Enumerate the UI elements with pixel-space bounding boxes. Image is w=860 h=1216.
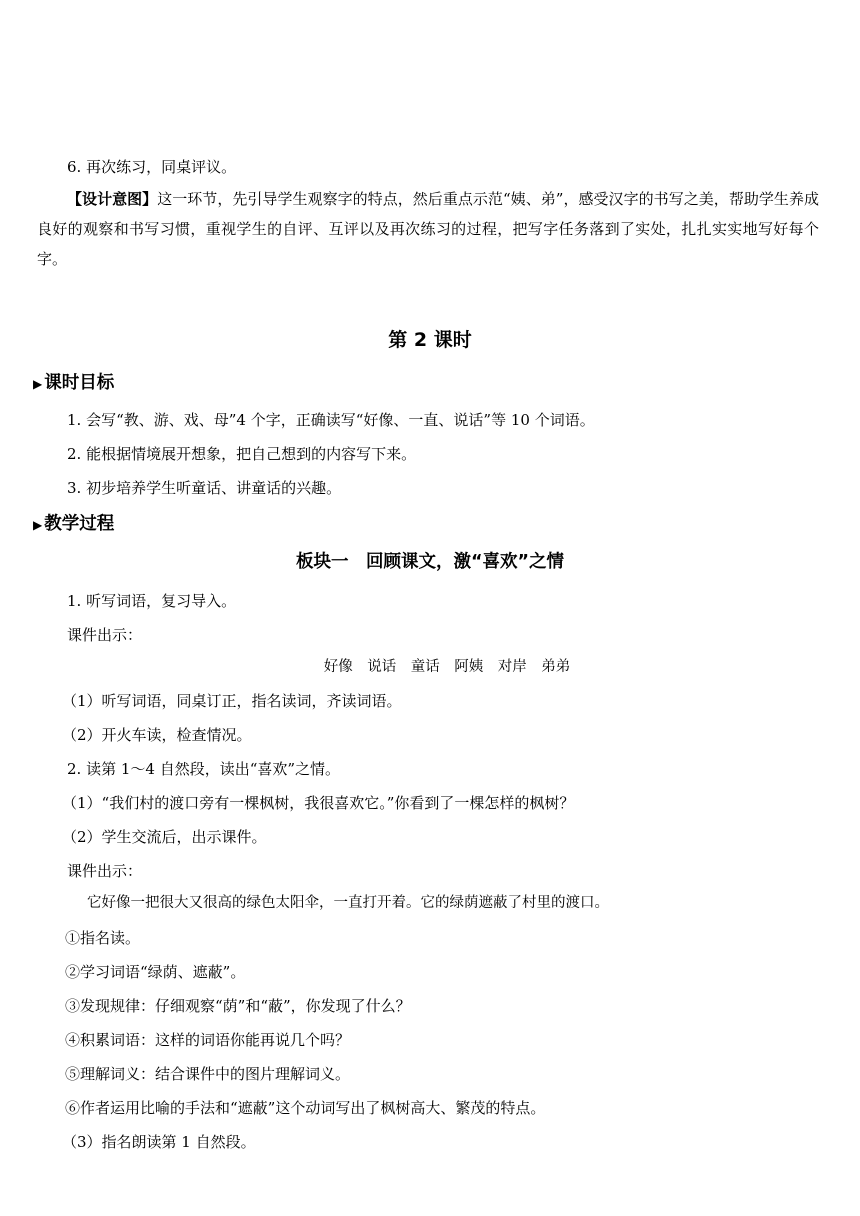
process-line: （2）学生交流后，出示课件。 [62, 828, 267, 846]
design-intent-paragraph [37, 184, 819, 274]
goals-heading [33, 371, 114, 396]
process-line: ③发现规律：仔细观察“荫”和“蔽”，你发现了什么？ [65, 997, 411, 1015]
process-line: ②学习词语“绿荫、遮蔽”。 [65, 963, 246, 981]
courseware-word-list: 好像 说话 童话 阿姨 对岸 弟弟 [323, 659, 571, 675]
process-heading [33, 512, 114, 537]
goal-item: 2. 能根据情境展开想象，把自己想到的内容写下来。 [67, 445, 417, 463]
triangle-marker-icon: ▶ [33, 377, 43, 391]
goals-heading-text: 课时目标 [44, 373, 115, 393]
process-line: ⑤理解词义：结合课件中的图片理解词义。 [65, 1065, 351, 1083]
process-line: 2. 读第 1～4 自然段，读出“喜欢”之情。 [67, 760, 341, 778]
process-line: ④积累词语：这样的词语你能再说几个吗？ [65, 1031, 351, 1049]
process-line: 课件出示： [67, 862, 143, 880]
triangle-marker-icon: ▶ [33, 518, 43, 532]
process-heading-text: 教学过程 [44, 514, 115, 534]
goal-item: 3. 初步培养学生听童话、讲童话的兴趣。 [67, 479, 342, 497]
goal-item: 1. 会写“教、游、戏、母”4 个字，正确读写“好像、一直、说话”等 10 个词语。 [67, 411, 595, 429]
step-6: 6. 再次练习，同桌评议。 [67, 158, 237, 176]
process-line: （3）指名朗读第 1 自然段。 [62, 1133, 256, 1151]
lesson-title: 第 2 课时 [388, 329, 472, 351]
courseware-sentence: 它好像一把很大又很高的绿色太阳伞，一直打开着。它的绿荫遮蔽了村里的渡口。 [87, 895, 609, 911]
design-intent-text: 这一环节，先引导学生观察字的特点，然后重点示范“姨、弟”，感受汉字的书写之美，帮助学生养成良好的观察和书写习惯，重视学生的自评、互评以及再次练习的过程，把写字任务落到了实处，扎扎实实地写好每个字。 [37, 190, 819, 268]
process-line: ⑥作者运用比喻的手法和“遮蔽”这个动词写出了枫树高大、繁茂的特点。 [65, 1099, 546, 1117]
process-line: 课件出示： [67, 626, 143, 644]
process-line: 1. 听写词语，复习导入。 [67, 592, 237, 610]
process-line: ①指名读。 [65, 929, 141, 947]
design-intent-label: 【设计意图】 [67, 190, 158, 208]
process-line: （1）听写词语，同桌订正，指名读词，齐读词语。 [62, 692, 402, 710]
process-line: （1）“我们村的渡口旁有一棵枫树，我很喜欢它。”你看到了一棵怎样的枫树？ [62, 794, 575, 812]
process-line: （2）开火车读，检查情况。 [62, 726, 252, 744]
block-title: 板块一 回顾课文，激“喜欢”之情 [295, 552, 564, 572]
